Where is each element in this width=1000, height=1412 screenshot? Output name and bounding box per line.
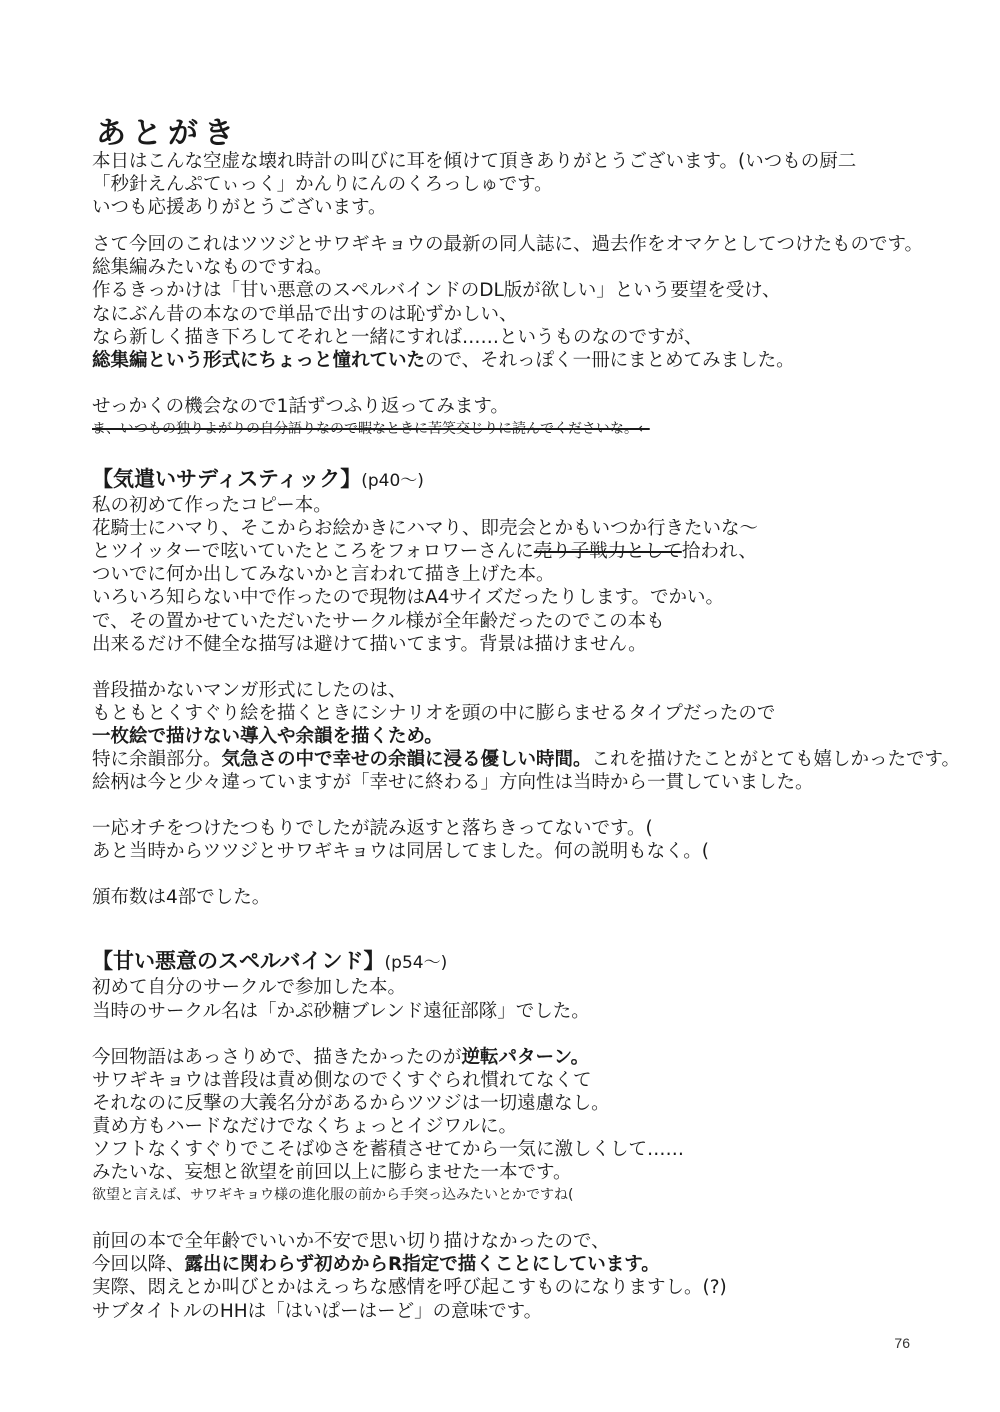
section-page-ref: (p54～)	[384, 953, 448, 974]
page-number: 76	[894, 1335, 910, 1351]
body-line: あと当時からツツジとサワギキョウは同居してました。何の説明もなく。(	[92, 841, 709, 863]
emphasis-text: 気急さの中で幸せの余韻に浸る優しい時間。	[221, 748, 592, 770]
afterword-body	[92, 150, 961, 1323]
body-line: 出来るだけ不健全な描写は避けて描いてます。背景は描けません。	[92, 633, 647, 655]
body-text: 拾われ、	[681, 541, 757, 563]
small-note: 欲望と言えば、サワギキョウ様の進化服の前から手突っ込みたいとかですね(	[92, 1187, 574, 1204]
section-page-ref: (p40～)	[361, 471, 424, 492]
body-line: 絵柄は今と少々違っていますが「幸せに終わる」方向性は当時から一貫していました。	[92, 772, 814, 794]
intro-line: 本日はこんな空虚な壊れ時計の叫びに耳を傾けて頂きありがとうございます。(いつもの厨二	[92, 151, 857, 172]
body-line: サワギキョウは普段は責め側なのでくすぐられ慣れてなくて	[92, 1069, 592, 1091]
body-line: 頒布数は4部でした。	[92, 887, 271, 909]
body-line: 責め方もハードなだけでなくちょっとイジワルに。	[92, 1115, 517, 1137]
body-line: 私の初めて作ったコピー本。	[92, 495, 332, 517]
body-line	[92, 349, 952, 372]
body-line: さて今回のこれはツツジとサワギキョウの最新の同人誌に、過去作をオマケとしてつけたものです。	[92, 234, 924, 256]
body-line: 総集編みたいなものですね。	[92, 257, 333, 279]
body-line: 前回の本で全年齢でいいか不安で思い切り描けなかったので、	[92, 1231, 610, 1253]
struck-text: 売り子戦力として	[533, 541, 682, 563]
body-line: 初めて自分のサークルで参加した本。	[92, 977, 406, 999]
body-line: 一応オチをつけたつもりでしたが読み返すと落ちきってないです。(	[92, 818, 653, 840]
struck-line: ま、いつもの独りよがりの自分語りなので暇なときに苦笑交じりに読んでくださいな。←	[92, 420, 650, 437]
body-text: 今回物語はあっさりめで、描きたかったのが	[92, 1046, 462, 1068]
body-line: 普段描かないマンガ形式にしたのは、	[92, 679, 407, 701]
section-title: 【甘い悪意のスペルバインド】	[92, 949, 385, 974]
body-line: ついでに何か出してみないかと言われて描き上げた本。	[92, 564, 555, 586]
body-line: なら新しく描き下ろしてそれと一緒にすれば……というものなのですが、	[92, 326, 703, 348]
body-line: ソフトなくすぐりでこそばゆさを蓄積させてから一気に激しくして……	[92, 1139, 685, 1160]
body-text: 特に余韻部分。	[92, 748, 222, 770]
body-text: これを描けたことがとても嬉しかったです。	[591, 748, 961, 770]
body-line: もともとくすぐり絵を描くときにシナリオを頭の中に膨らませるタイプだったので	[92, 702, 776, 724]
section-heading	[92, 464, 952, 494]
section-title: 【気遣いサディスティック】	[92, 467, 362, 492]
body-line: 当時のサークル名は「かぷ砂糖ブレンド遠征部隊」でした。	[92, 1000, 590, 1022]
section-heading	[92, 946, 952, 976]
body-line: それなのに反撃の大義名分があるからツツジは一切遠慮なし。	[92, 1092, 610, 1114]
body-text: 今回以降、	[92, 1254, 185, 1276]
body-line	[92, 540, 952, 563]
body-line	[92, 748, 961, 771]
emphasis-line: 一枚絵で描けない導入や余韻を描くため。	[92, 725, 443, 747]
body-text: とツイッターで呟いていたところをフォロワーさんに	[92, 541, 534, 563]
body-line: で、その置かせていただいたサークル様が全年齢だったのでこの本も	[92, 610, 665, 632]
body-line: 作るきっかけは「甘い悪意のスペルバインドのDL版が欲しい」という要望を受け、	[92, 280, 781, 302]
body-line: いろいろ知らない中で作ったので現物はA4サイズだったりします。でかい。	[92, 587, 724, 609]
body-line	[92, 1253, 952, 1276]
body-line: 実際、悶えとか叫びとかはえっちな感情を呼び起こすものになりますし。(?)	[92, 1277, 727, 1299]
body-line: なにぶん昔の本なので単品で出すのは恥ずかしい、	[92, 303, 518, 325]
body-line: 花騎士にハマり、そこからお絵かきにハマり、即売会とかもいつか行きたいな～	[92, 518, 759, 540]
emphasis-text: 逆転パターン。	[461, 1046, 590, 1068]
body-line: サブタイトルのHHは「はいぱーはーど」の意味です。	[92, 1300, 543, 1322]
body-line	[92, 1046, 952, 1069]
page-title: あとがき	[96, 116, 240, 151]
body-line: せっかくの機会なので1話ずつふり返ってみます。	[92, 395, 509, 417]
body-line: みたいな、妄想と欲望を前回以上に膨らませた一本です。	[92, 1162, 572, 1184]
intro-line: 「秒針えんぷてぃっく」かんりにんのくろっしゅです。	[92, 174, 553, 196]
intro-line: いつも応援ありがとうございます。	[92, 197, 387, 219]
emphasis-text: 総集編という形式にちょっと憧れていた	[92, 349, 426, 371]
body-text: ので、それっぽく一冊にまとめてみました。	[425, 349, 795, 371]
emphasis-text: 露出に関わらず初めからR指定で描くことにしています。	[184, 1254, 660, 1276]
